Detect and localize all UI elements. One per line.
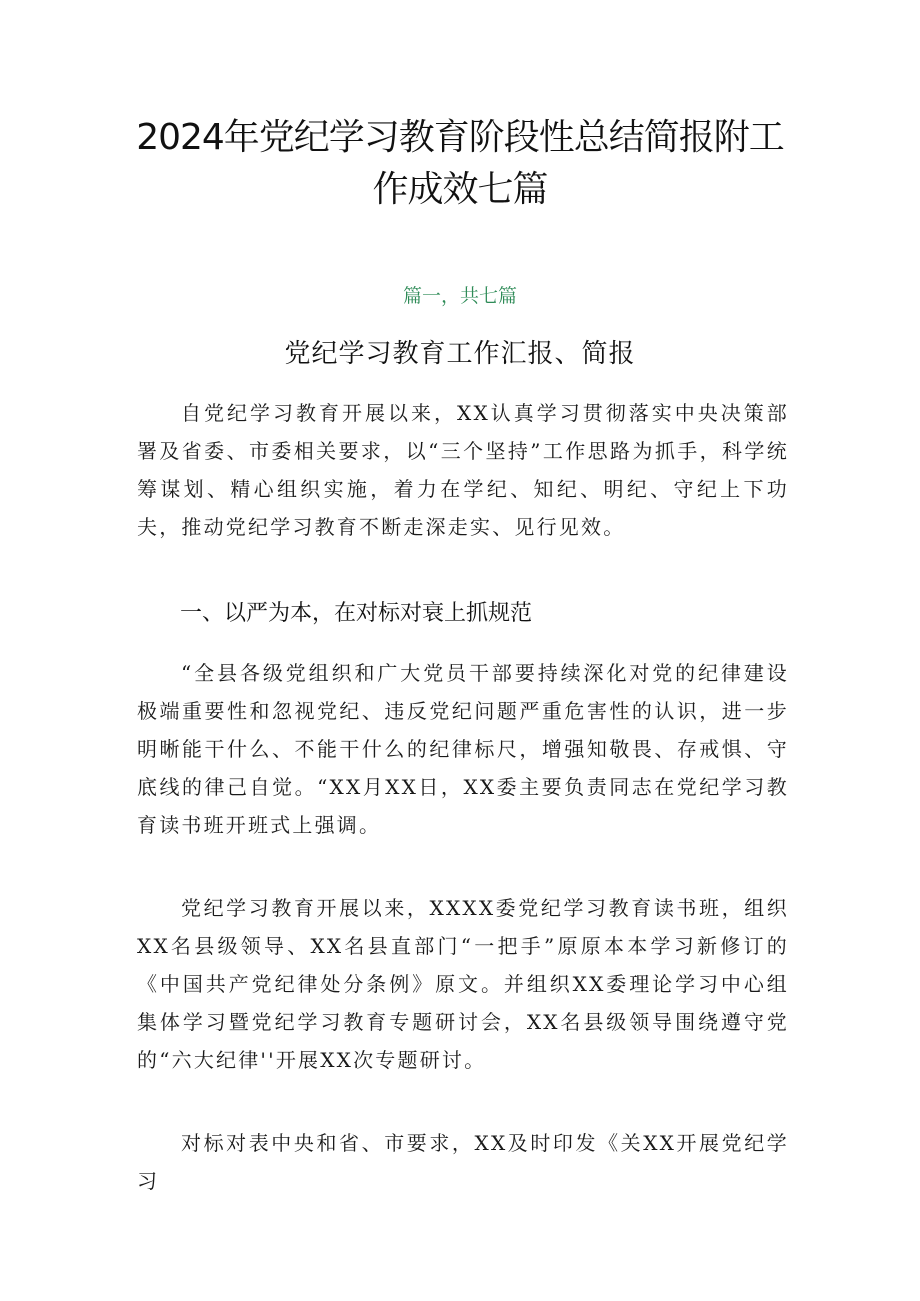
body-paragraph-study: 党纪学习教育开展以来，XXXX委党纪学习教育读书班，组织XX名县级领导、XX名县直部门“一把手”原原本本学习新修订的《中国共产党纪律处分条例》原文。并组织XX委理论学习中心组集体学习暨党纪学习教育专题研讨会，XX名县级领导围绕遵守党的“六大纪律''开展XX次专题研讨。 xyxy=(137,896,789,1072)
body-paragraph-quote: “全县各级党组织和广大党员干部要持续深化对党的纪律建设极端重要性和忽视党纪、违反党纪问题严重危害性的认识，进一步明晰能干什么、不能干什么的纪律标尺，增强知敬畏、存戒惧、守底线的律己自觉。“XX月XX日，XX委主要负责同志在党纪学习教育读书班开班式上强调。 xyxy=(137,661,789,837)
part-label: 篇一，共七篇 xyxy=(402,285,517,307)
document-title xyxy=(120,112,800,216)
section-heading-1: 一、以严为本，在对标对衰上抓规范 xyxy=(180,601,533,626)
document-title-line-2: 作成效七篇 xyxy=(372,169,548,210)
intro-paragraph: 自党纪学习教育开展以来，XX认真学习贯彻落实中央决策部署及省委、市委相关要求，以“三个坚持”工作思路为抓手，科学统筹谋划、精心组织实施，着力在学纪、知纪、明纪、守纪上下功夫，推动党纪学习教育不断走深走实、见行见效。 xyxy=(137,401,789,539)
article-subtitle: 党纪学习教育工作汇报、简报 xyxy=(284,339,636,369)
body-paragraph-requirements: 对标对表中央和省、市要求，XX及时印发《关XX开展党纪学习 xyxy=(137,1131,789,1193)
document-title-line-1: 2024年党纪学习教育阶段性总结简报附工 xyxy=(136,117,784,158)
